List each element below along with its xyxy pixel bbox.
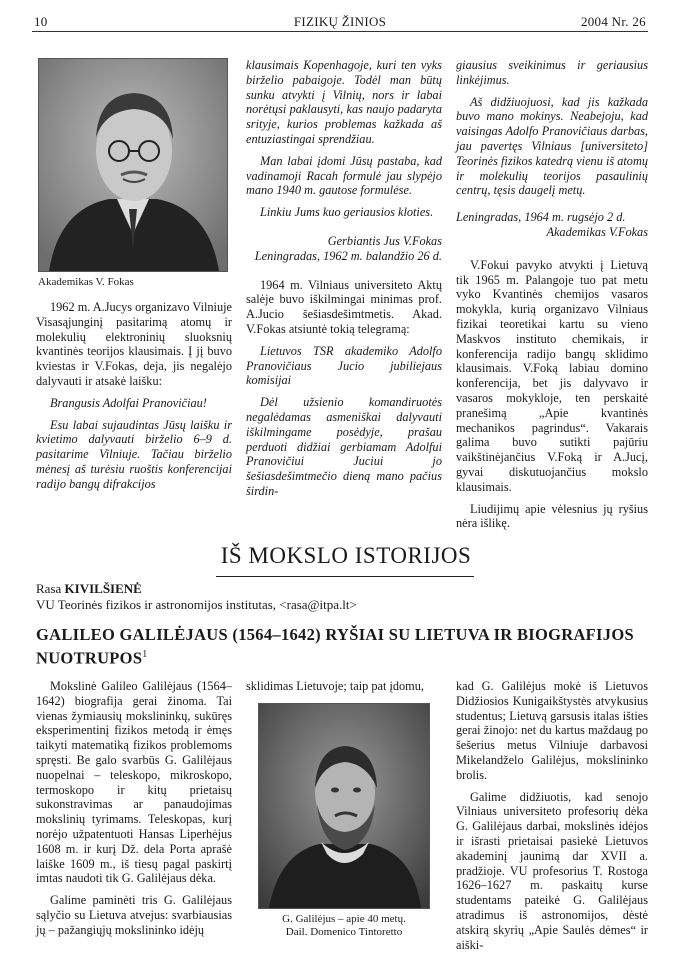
galileo-caption: G. Galilėjus – apie 40 metų. Dail. Domenico Tintoretto	[282, 913, 406, 938]
letter-paragraph: Linkiu Jums kuo geriausios kloties.	[260, 205, 434, 220]
author-block	[36, 581, 357, 613]
author-affiliation: VU Teorinės fizikos ir astronomijos institutas, <rasa@itpa.lt>	[36, 597, 357, 612]
galileo-portrait	[258, 703, 430, 909]
letter-date: Leningradas, 1962 m. balandžio 26 d.	[254, 248, 442, 263]
letter-paragraph: klausimais Kopenhagoje, kuri ten vyks birželio pabaigoje. Todėl man būtų sunku atvykti į Vilnių, nors ir labai norėtųsi paklausyti, kas naujo padaryta srityje, kurios problemas kažkada aš entuziastingai sprendžiau.	[246, 58, 442, 146]
paragraph: Galime didžiuotis, kad senojo Vilniaus universiteto profesorių dėka G. Galilėjaus darbai, mokslinės idėjos ir išrasti prietaisai pasiekė Lietuvos akademinį jaunimą dar XVII a. pradžioje. VU profesorius T. Rostoga 1626–1627 m. paskaitų kurse studentams pateikė G. Galilėjaus atradimus iš astronomijos, dėstė atskirą skyrių „Apie Saulės dėmes“ ir aiški-	[456, 789, 648, 952]
paragraph: Galime paminėti tris G. Galilėjaus sąlyčio su Lietuva atvejus: svarbiausias jų – pažangiųjų mokslininko idėjų	[36, 893, 232, 937]
paragraph: kad G. Galilėjus mokė iš Lietuvos Didžiosios Kunigaikštystės atvykusius studentus; Lietuvą garsusis italas išties gerai žinojo: net du kartus maždaug po šešerius metus Vilniuje darbavosi Mikelandželo Galilėjus, mokslininko brolis.	[456, 679, 648, 782]
issue-label: 2004 Nr. 26	[580, 14, 646, 29]
section-heading: IŠ MOKSLO ISTORIJOS	[220, 543, 472, 568]
bottom-column-3	[456, 679, 648, 959]
paragraph: Liudijimų apie vėlesnius jų ryšius nėra išlikę.	[456, 501, 648, 531]
telegram-text: Dėl užsienio komandiruotės negalėdamas asmeniškai dalyvauti iškilmingame posėdyje, prašau perduoti didžiai gerbiamam Adolfui Pranovičiui Juciui jo šešiasdešimtmečio dieną mano pačius širdin-	[246, 395, 442, 498]
top-column-2	[246, 58, 442, 506]
top-column-1	[36, 300, 232, 499]
fokas-caption: Akademikas V. Fokas	[38, 276, 134, 288]
paragraph: 1962 m. A.Jucys organizavo Vilniuje Visasąjunginį pasitarimą atomų ir molekulių elektroninių sluoksnių kvantinės teorijos klausimais. Į jį buvo kviestas ir V.Fokas, deja, jis negalėjo dalyvauti ir atsakė laišku:	[36, 300, 232, 388]
paragraph: sklidimas Lietuvoje; taip pat įdomu,	[246, 679, 424, 693]
article-title: GALILEO GALILĖJAUS (1564–1642) RYŠIAI SU LIETUVA IR BIOGRAFIJOS NUOTRUPOS$^1$	[36, 625, 634, 668]
telegram-signature: Akademikas V.Fokas	[546, 224, 648, 239]
page-number: 10	[34, 14, 48, 29]
author-name: Rasa KIVILŠIENĖ	[36, 581, 142, 596]
letter-salutation: Brangusis Adolfai Pranovičiau!	[50, 395, 207, 410]
bottom-column-1	[36, 679, 232, 945]
header-rule	[32, 31, 648, 32]
section-rule	[216, 576, 474, 577]
fokas-portrait	[38, 58, 228, 272]
paragraph: V.Fokui pavyko atvykti į Lietuvą tik 1965 m. Palangoje tuo pat metu vyko Kvantinės chemijos vasaros mokykla, kurią organizavo Vilniaus fizikai teoretikai kartu su vieno Maskvos instituto chemikais, ir konferencija radijo bangų sklidimo klausimais. V.Foką labiau domino konferencija, bet jis dalyvavo ir vasaros mokykloje, ten perskaitė pranešimą „Apie kvantinės mechanikos pagrindus“. Vakarais galima buvo sutikti pajūriu vaikštinėjančius V.Foką ir A.Jucį, gyvai diskutuojančius mokslo klausimais.	[456, 257, 648, 494]
letter-signature: Gerbiantis Jus V.Fokas	[327, 233, 442, 248]
telegram-address: Lietuvos TSR akademiko Adolfo Pranovičiaus Jucio jubiliejaus komisijai	[246, 343, 442, 388]
telegram-text: Aš didžiuojuosi, kad jis kažkada buvo mano mokinys. Neabejoju, kad vaisingas Adolfo Pranovičiaus darbas, jau pavertęs Vilniaus [universiteto] Teorinės fizikos katedrą vienu iš atomų ir molekulių teorijos pasaulinių centrų, tęsis daugelį metų.	[456, 94, 648, 198]
letter-paragraph: Man labai įdomi Jūsų pastaba, kad vadinamoji Racah formulė jau slypėjo mano 1940 m. gautose formulėse.	[246, 153, 442, 198]
journal-title: FIZIKŲ ŽINIOS	[293, 14, 387, 29]
top-column-3	[456, 58, 648, 538]
paragraph: Mokslinė Galileo Galilėjaus (1564–1642) biografija gerai žinoma. Tai vienas žymiausių mokslininkų, sukūręs eksperimentinį fizikos metodą ir ėmęs taikyti matematiką fizikos problemoms spręsti. Be galo svarbūs G. Galilėjaus nuopelnai – teleskopo, mikroskopo, termoskopo ir kitų prietaisų sukonstravimas ar panaudojimas mokslinių tyrimams. Teleskopas, kurį norėjo užpatentuoti Hansas Liperhėjus 1608 m. ir kurį Dž. dela Porta aprašė laiške 1609 m., iš tiesų pagal paskirtį imtas naudoti tik G. Galilėjaus dėka.	[36, 679, 232, 886]
telegram-date: Leningradas, 1964 m. rugsėjo 2 d.	[456, 210, 626, 225]
telegram-text: giausius sveikinimus ir geriausius linkėjimus.	[456, 58, 648, 87]
letter-paragraph: Esu labai sujaudintas Jūsų laišku ir kvietimo dalyvauti birželio 6–9 d. pasitarime Vilniuje. Tačiau birželio mėnesį aš turėsiu ruoštis konferencijai radijo bangų difrakcijos	[36, 417, 232, 491]
bottom-column-2	[246, 679, 442, 701]
paragraph: 1964 m. Vilniaus universiteto Aktų salėje buvo iškilmingai minimas prof. A.Jucio šešiasdešimtmetis. Akad. V.Fokas atsiuntė tokią telegramą:	[246, 277, 442, 336]
